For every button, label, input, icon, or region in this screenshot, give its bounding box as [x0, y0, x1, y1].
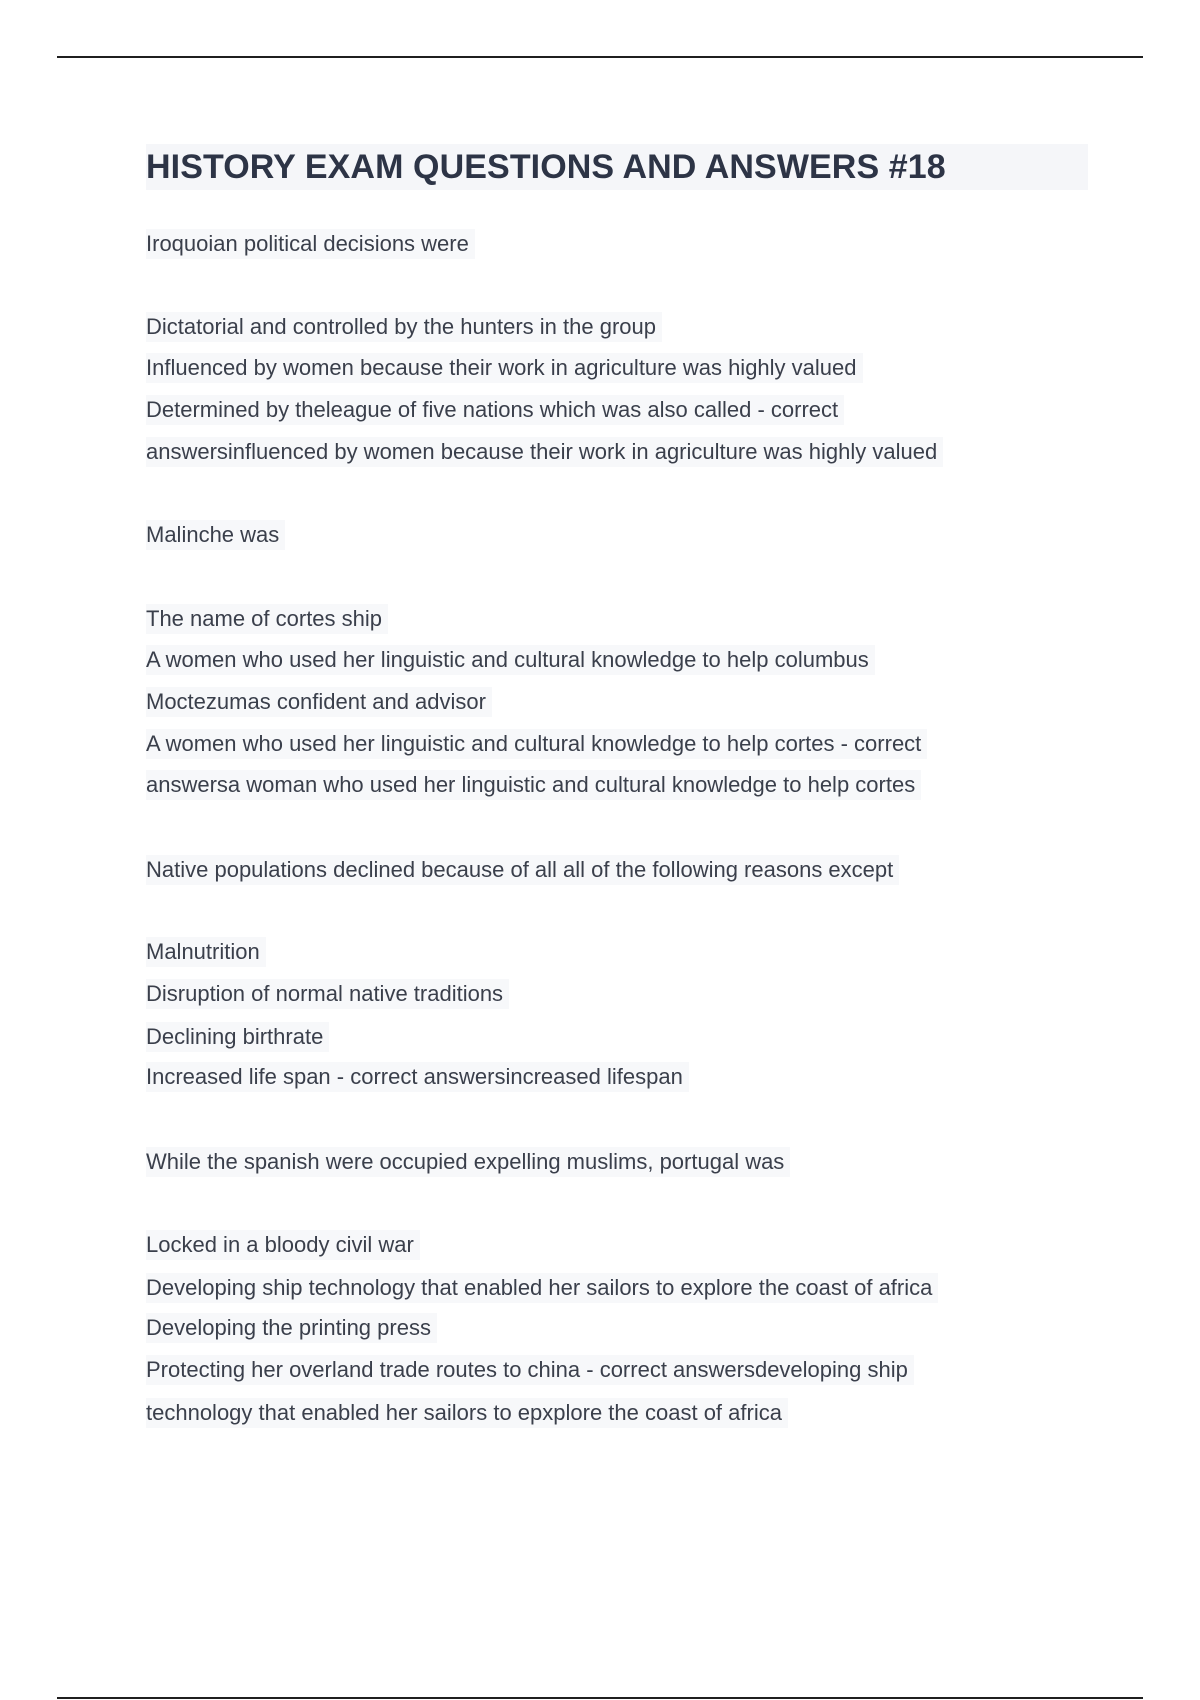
question-prompt: Iroquoian political decisions were — [146, 229, 475, 259]
bottom-rule — [57, 1697, 1143, 1699]
answer-option: Moctezumas confident and advisor — [146, 687, 492, 717]
answer-option: Influenced by women because their work in agriculture was highly valued — [146, 353, 863, 383]
answer-option: Determined by theleague of five nations which was also called - correct — [146, 395, 844, 425]
correct-answer-line: Increased life span - correct answersincreased lifespan — [146, 1062, 689, 1092]
page-title: HISTORY EXAM QUESTIONS AND ANSWERS #18 — [146, 144, 1088, 190]
question-prompt: Native populations declined because of all all of the following reasons except — [146, 855, 899, 885]
top-rule — [57, 56, 1143, 58]
answer-option: Protecting her overland trade routes to china - correct answersdeveloping ship — [146, 1355, 914, 1385]
answer-option: Declining birthrate — [146, 1022, 329, 1052]
correct-answer-line: technology that enabled her sailors to epxplore the coast of africa — [146, 1398, 788, 1428]
correct-answer-line: answersa woman who used her linguistic and cultural knowledge to help cortes — [146, 770, 921, 800]
answer-option: Disruption of normal native traditions — [146, 979, 509, 1009]
answer-option: Developing ship technology that enabled her sailors to explore the coast of africa — [146, 1273, 938, 1303]
answer-option: Dictatorial and controlled by the hunters in the group — [146, 312, 662, 342]
answer-option: Locked in a bloody civil war — [146, 1230, 420, 1260]
answer-option: Developing the printing press — [146, 1313, 437, 1343]
answer-option: A women who used her linguistic and cultural knowledge to help columbus — [146, 645, 875, 675]
correct-answer-line: answersinfluenced by women because their work in agriculture was highly valued — [146, 437, 943, 467]
question-prompt: Malinche was — [146, 520, 285, 550]
answer-option: The name of cortes ship — [146, 604, 388, 634]
answer-option: Malnutrition — [146, 937, 266, 967]
question-prompt: While the spanish were occupied expelling muslims, portugal was — [146, 1147, 790, 1177]
answer-option: A women who used her linguistic and cultural knowledge to help cortes - correct — [146, 729, 927, 759]
